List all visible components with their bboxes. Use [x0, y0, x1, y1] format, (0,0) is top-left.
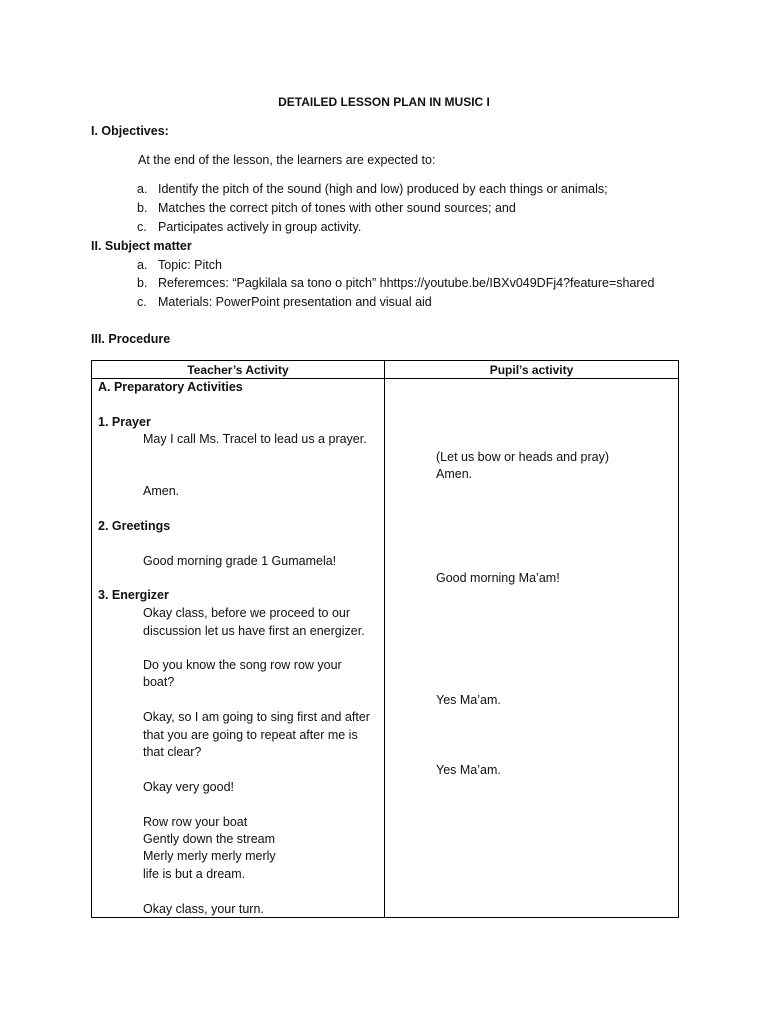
- section-heading: 1. Prayer: [98, 415, 151, 429]
- teacher-line: that you are going to repeat after me is: [143, 728, 358, 742]
- teacher-line: discussion let us have first an energizer.: [143, 624, 365, 638]
- list-item-letter: b.: [137, 276, 148, 290]
- list-item-letter: c.: [137, 295, 147, 309]
- table-row: [92, 379, 679, 918]
- list-item: Matches the correct pitch of tones with other sound sources; and: [158, 201, 516, 215]
- teacher-line: Good morning grade 1 Gumamela!: [143, 554, 337, 568]
- teacher-line: Do you know the song row row your: [143, 658, 342, 672]
- pupil-line: Yes Ma’am.: [436, 693, 501, 707]
- list-item: Identify the pitch of the sound (high and low) produced by each things or animals;: [158, 182, 608, 196]
- song-line: Row row your boat: [143, 815, 248, 829]
- section-heading: 3. Energizer: [98, 588, 169, 602]
- teacher-line: May I call Ms. Tracel to lead us a prayer.: [143, 432, 367, 446]
- song-line: life is but a dream.: [143, 867, 246, 881]
- teacher-line: Okay class, your turn.: [143, 902, 264, 916]
- song-line: Gently down the stream: [143, 832, 276, 846]
- procedure-table: [91, 360, 679, 918]
- procedure-heading: III. Procedure: [91, 332, 171, 346]
- pupil-line: (Let us bow or heads and pray): [436, 450, 610, 464]
- section-heading: 2. Greetings: [98, 519, 171, 533]
- list-item: Materials: PowerPoint presentation and visual aid: [158, 295, 432, 309]
- song-line: Merly merly merly merly: [143, 849, 276, 863]
- teacher-line: Okay class, before we proceed to our: [143, 606, 351, 620]
- teacher-line: Okay, so I am going to sing first and after: [143, 710, 370, 724]
- section-heading: A. Preparatory Activities: [98, 380, 243, 394]
- teacher-line: Amen.: [143, 484, 180, 498]
- list-item: Participates actively in group activity.: [158, 220, 362, 234]
- pupil-line: Amen.: [436, 467, 473, 481]
- teacher-line: boat?: [143, 675, 175, 689]
- list-item-letter: c.: [137, 220, 147, 234]
- objectives-intro: At the end of the lesson, the learners are expected to:: [138, 153, 436, 167]
- column-header-pupil: Pupil’s activity: [385, 361, 679, 379]
- list-item: Referemces: “Pagkilala sa tono o pitch” hhttps://youtube.be/IBXv049DFj4?feature=shared: [158, 276, 655, 290]
- pupil-line: Yes Ma’am.: [436, 763, 501, 777]
- subject-matter-heading: II. Subject matter: [91, 239, 192, 253]
- teacher-activity-cell: [92, 379, 385, 918]
- column-header-teacher: Teacher’s Activity: [92, 361, 385, 379]
- table-header-row: [92, 361, 679, 379]
- pupil-activity-cell: [385, 379, 679, 918]
- teacher-line: Okay very good!: [143, 780, 235, 794]
- pupil-line: Good morning Ma’am!: [436, 571, 560, 585]
- list-item-letter: a.: [137, 182, 148, 196]
- teacher-line: that clear?: [143, 745, 202, 759]
- list-item: Topic: Pitch: [158, 258, 222, 272]
- document-title: DETAILED LESSON PLAN IN MUSIC I: [278, 95, 490, 109]
- objectives-heading: I. Objectives:: [91, 124, 169, 138]
- list-item-letter: a.: [137, 258, 148, 272]
- list-item-letter: b.: [137, 201, 148, 215]
